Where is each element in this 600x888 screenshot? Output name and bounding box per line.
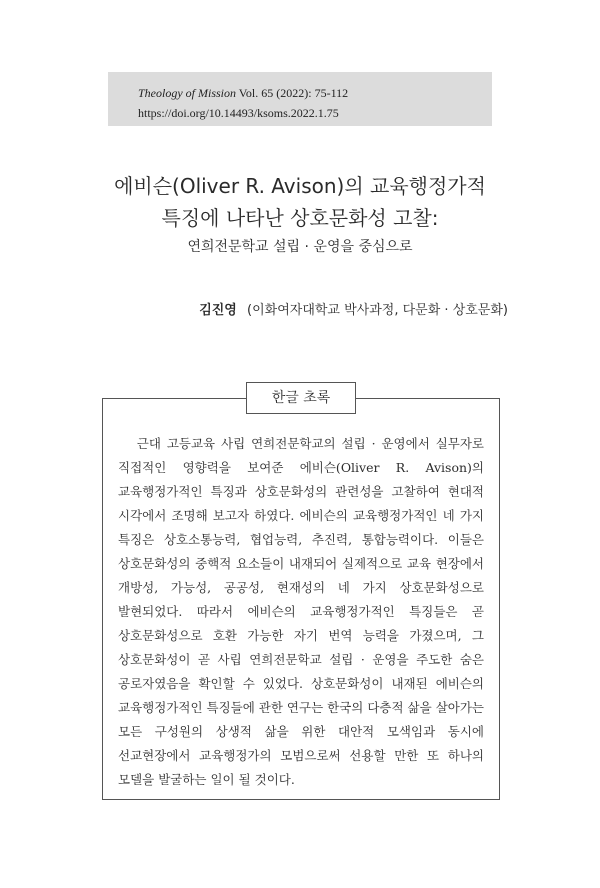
author-line (199, 300, 508, 322)
abstract-paragraph: 근대 고등교육 사립 연희전문학교의 설립 · 운영에서 실무자로 직접적인 영향력을 보여준 에비슨(Oliver R. Avison)의 교육행정가적인 특징과 상호문화성의 관련성을 고찰하여 현대적 시각에서 조명해 보고자 하였다. 에비슨의 교육행정가적인 네 가지 특징은 상호소통능력, 협업능력, 추진력, 통합능력이다. 이들은 상호문화성의 중핵적 요소들이 내재되어 실제적으로 교육 현장에서 개방성, 가능성, 공공성, 현재성의 네 가지 상호문화성으로 발현되었다. 따라서 에비슨의 교육행정가적인 특징들은 곧 상호문화성으로 호환 가능한 자기 번역 능력을 가졌으며, 그 상호문화성이 곧 사립 연희전문학교 설립 · 운영을 주도한 숨은 공로자였음을 확인할 수 있었다. 상호문화성이 내재된 에비슨의 교육행정가적인 특징들에 관한 연구는 한국의 다층적 삶을 살아가는 모든 구성원의 상생적 삶을 위한 대안적 모색임과 동시에 선교현장에서 교육행정가의 모범으로써 선용할 만한 또 하나의 모델을 발굴하는 일이 될 것이다. (118, 436, 484, 787)
journal-name: Theology of Mission (138, 86, 236, 100)
abstract-body (118, 432, 484, 792)
citation-block (108, 72, 492, 126)
title-line-1: 에비슨(Oliver R. Avison)의 교육행정가적 (114, 174, 486, 198)
subtitle: 연희전문학교 설립 · 운영을 중심으로 (187, 239, 413, 255)
author-name: 김진영 (199, 303, 237, 318)
abstract-label: 한글 초록 (246, 382, 356, 414)
citation-line (138, 83, 492, 103)
author-affiliation: (이화여자대학교 박사과정, 다문화 · 상호문화) (247, 303, 508, 318)
doi-link[interactable]: https://doi.org/10.14493/ksoms.2022.1.75 (138, 106, 339, 120)
volume-info: Vol. 65 (2022): 75-112 (238, 86, 349, 100)
title-line-2: 특징에 나타난 상호문화성 고찰: (161, 206, 439, 230)
